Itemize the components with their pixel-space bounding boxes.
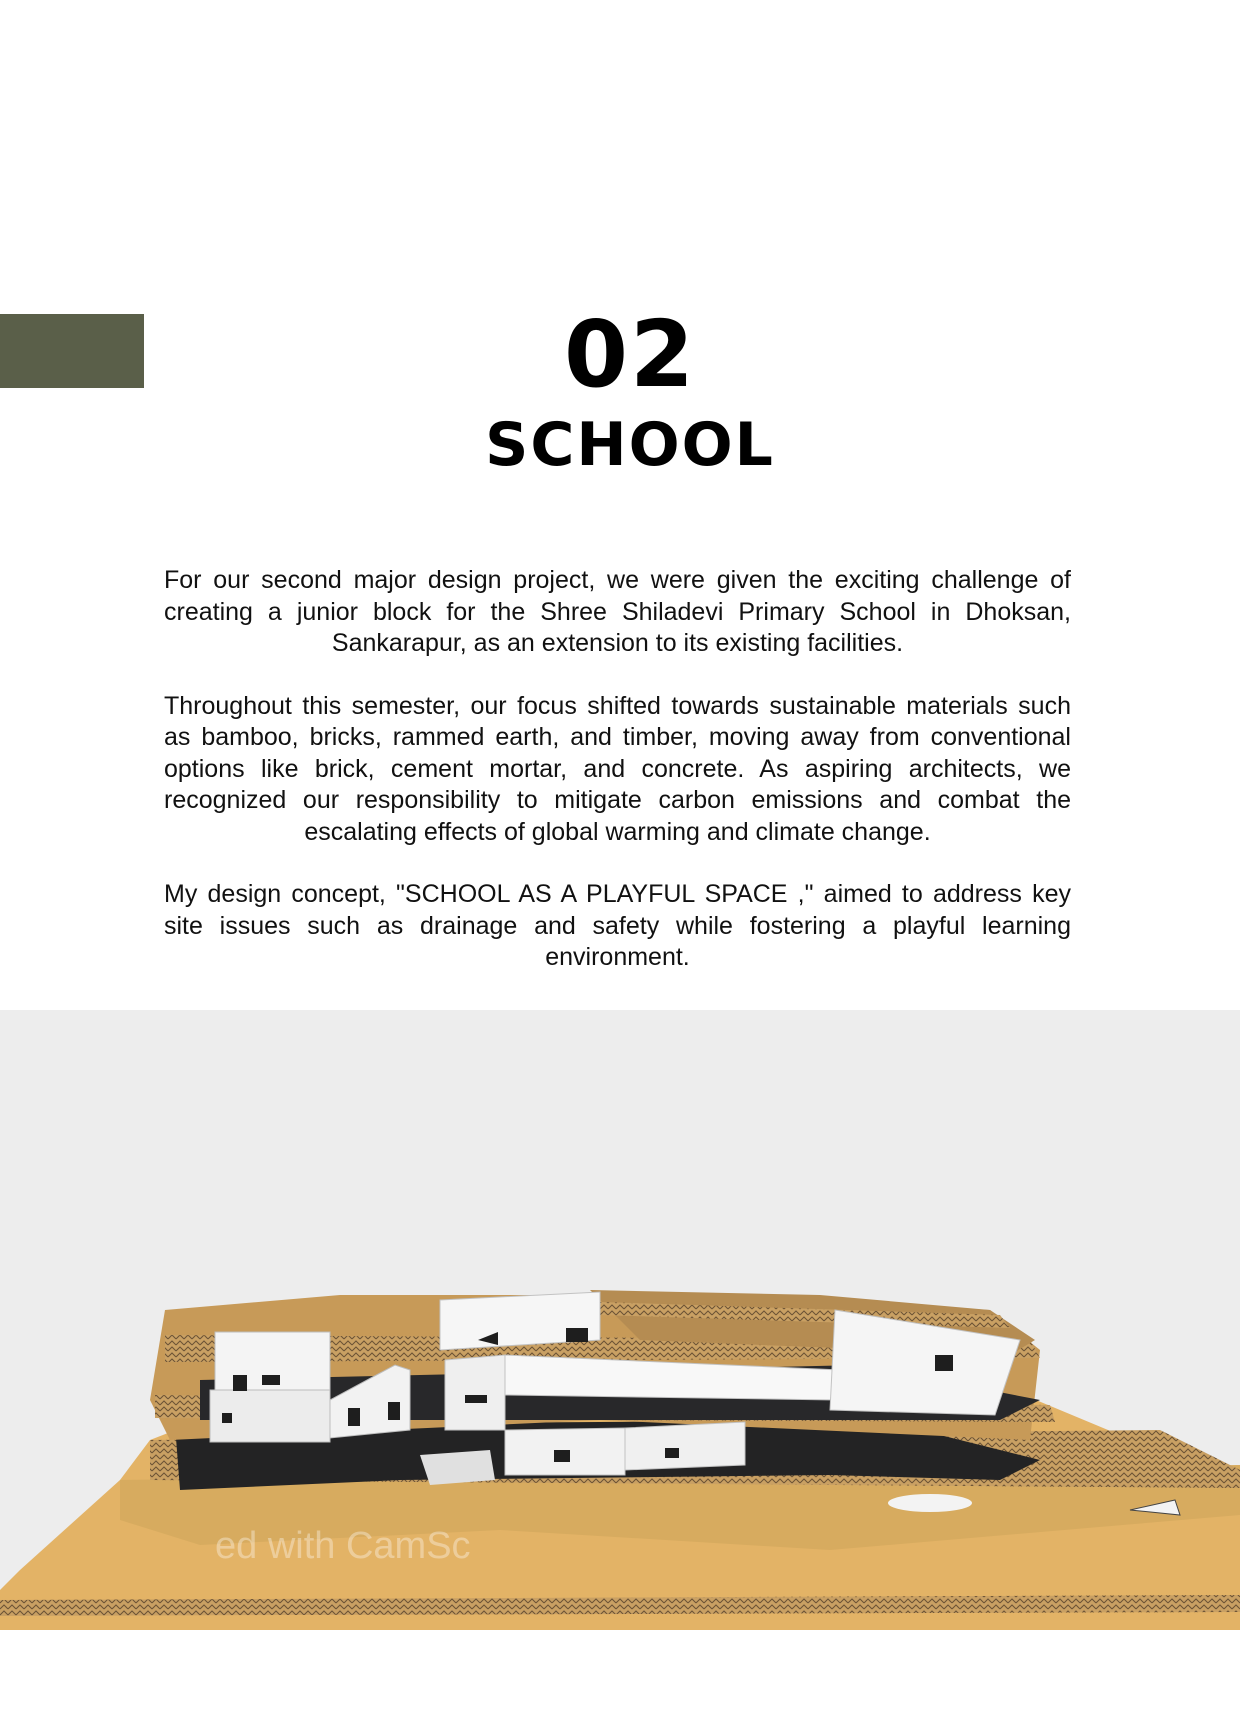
model-photo [0, 1010, 1240, 1630]
paragraph-concept: My design concept, "SCHOOL AS A PLAYFUL SPACE ," aimed to address key site issues such as drainage and safety while fostering a playful learning environment. [164, 880, 1071, 971]
paragraph-materials: Throughout this semester, our focus shifted towards sustainable materials such as bamboo, bricks, rammed earth, and timber, moving away from conventional options like brick, cement mortar, and concrete. As aspiring architects, we recognized our responsibility to mitigate carbon emissions and combat the escalating effects of global warming and climate change. [164, 691, 1071, 846]
photo-watermark: ed with CamSc [215, 1525, 471, 1567]
paragraph-intro: For our second major design project, we were given the exciting challenge of creating a junior block for the Shree Shiladevi Primary School in Dhoksan, Sankarapur, as an extension to its existing facilities. [164, 566, 1071, 657]
cardboard-site-model-illustration [0, 1010, 1240, 1630]
body-text [164, 565, 1071, 1005]
section-title: SCHOOL [485, 410, 775, 480]
section-number: 02 [563, 301, 697, 408]
